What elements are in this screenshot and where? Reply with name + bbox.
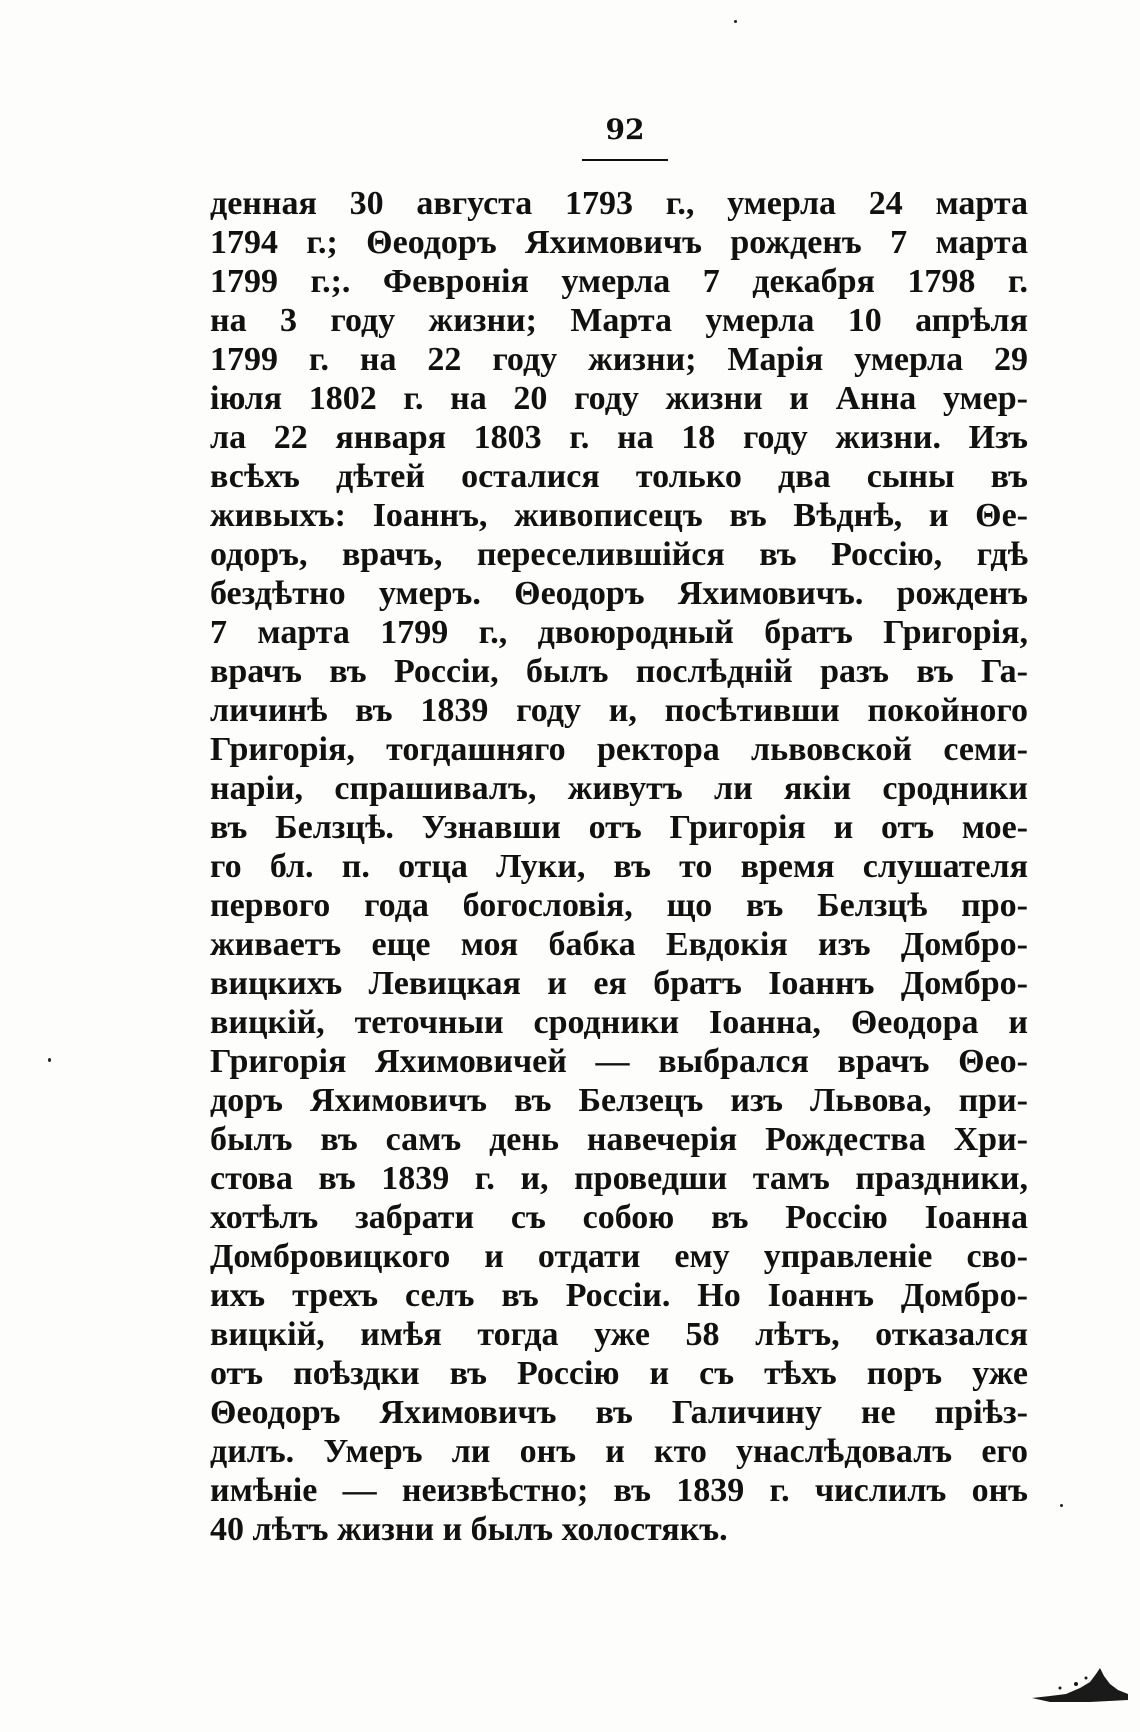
text-line: 7 марта 1799 г., двоюродный братъ Григорія, [210, 614, 1028, 651]
text-line: 1794 г.; Θеодоръ Яхимовичъ рожденъ 7 марта [210, 224, 1028, 261]
page-number-rule [582, 159, 668, 161]
body-text [210, 184, 1028, 1549]
page-number: 92 [605, 113, 645, 146]
scan-speck [1060, 1504, 1063, 1507]
text-line: былъ въ самъ день навечерія Рождества Хри- [210, 1121, 1028, 1158]
text-line: денная 30 августа 1793 г., умерла 24 марта [210, 185, 1028, 222]
text-line: живаетъ еще моя бабка Евдокія изъ Домбро- [210, 926, 1028, 963]
printer-ornament-icon [1030, 1664, 1130, 1704]
text-line: врачъ въ Россіи, былъ послѣдній разъ въ Га- [210, 653, 1028, 690]
text-line: личинѣ въ 1839 году и, посѣтивши покойного [210, 692, 1028, 729]
text-line: живыхъ: Іоаннъ, живописецъ въ Вѣднѣ, и Θе- [210, 497, 1028, 534]
text-line: бездѣтно умеръ. Θеодоръ Яхимовичъ. рожденъ [210, 575, 1028, 612]
text-line: стова въ 1839 г. и, проведши тамъ праздники, [210, 1160, 1028, 1197]
text-line: 1799 г. на 22 году жизни; Марія умерла 29 [210, 341, 1028, 378]
text-line: ихъ трехъ селъ въ Россіи. Но Іоаннъ Домбро- [210, 1277, 1028, 1314]
text-line: іюля 1802 г. на 20 году жизни и Анна умер- [210, 380, 1028, 417]
text-line: 1799 г.;. Февронія умерла 7 декабря 1798 г. [210, 263, 1028, 300]
text-line: первого года богословія, що въ Белзцѣ про- [210, 887, 1028, 924]
text-line: доръ Яхимовичъ въ Белзецъ изъ Львова, при- [210, 1082, 1028, 1119]
text-line: Григорія, тогдашняго ректора львовской семи- [210, 731, 1028, 768]
text-line: Домбровицкого и отдати ему управленіе сво- [210, 1238, 1028, 1275]
text-line: всѣхъ дѣтей осталися только два сыны въ [210, 458, 1028, 495]
text-line: на 3 году жизни; Марта умерла 10 апрѣля [210, 302, 1028, 339]
text-line: 40 лѣтъ жизни и былъ холостякъ. [210, 1511, 728, 1548]
text-line: наріи, спрашивалъ, живутъ ли якіи сродники [210, 770, 1028, 807]
text-line: имѣніе — неизвѣстно; въ 1839 г. числилъ онъ [210, 1472, 1028, 1509]
scan-speck [48, 1058, 51, 1062]
text-line: го бл. п. отца Луки, въ то время слушателя [210, 848, 1028, 885]
text-line: отъ поѣздки въ Россію и съ тѣхъ поръ уже [210, 1355, 1028, 1392]
scan-speck [734, 20, 737, 23]
text-line: одоръ, врачъ, переселившійся въ Россію, гдѣ [210, 536, 1028, 573]
text-line: Θеодоръ Яхимовичъ въ Галичину не пріѣз- [210, 1394, 1028, 1431]
text-line: вицкихъ Левицкая и ея братъ Іоаннъ Домбро- [210, 965, 1028, 1002]
text-line: хотѣлъ забрати съ собою въ Россію Іоанна [210, 1199, 1028, 1236]
text-line: Григорія Яхимовичей — выбрался врачъ Θео- [210, 1043, 1028, 1080]
text-line: дилъ. Умеръ ли онъ и кто унаслѣдовалъ его [210, 1433, 1028, 1470]
text-line: вицкій, имѣя тогда уже 58 лѣтъ, отказался [210, 1316, 1028, 1353]
text-line: ла 22 января 1803 г. на 18 году жизни. Изъ [210, 419, 1028, 456]
text-line: вицкій, теточныи сродники Іоанна, Θеодора и [210, 1004, 1028, 1041]
text-line: въ Белзцѣ. Узнавши отъ Григорія и отъ мое- [210, 809, 1028, 846]
